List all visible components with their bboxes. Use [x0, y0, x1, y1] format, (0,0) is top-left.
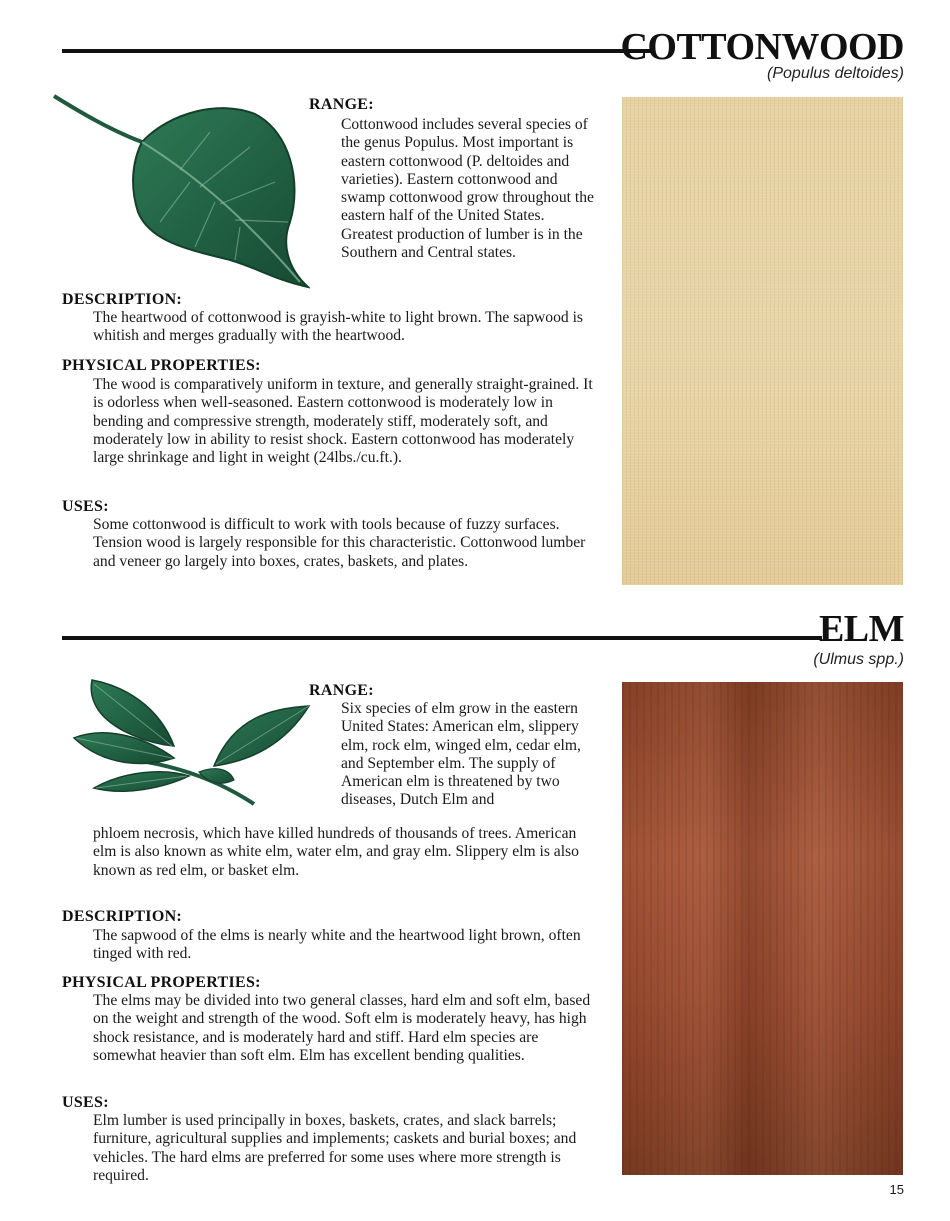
- cottonwood-scientific-name: (Populus deltoides): [767, 65, 904, 82]
- cottonwood-range-heading: RANGE:: [309, 96, 374, 113]
- elm-description-heading: DESCRIPTION:: [62, 908, 183, 925]
- cottonwood-leaf-icon: [50, 92, 310, 292]
- cottonwood-description-text: The heartwood of cottonwood is grayish-white to light brown. The sapwood is whitish and merges gradually with the heartwood.: [93, 309, 583, 345]
- cottonwood-range-text: Cottonwood includes several species of the genus Populus. Most important is eastern cottonwood (P. deltoides and varieties). Eastern cottonwood and swamp cottonwood grow throughout the eastern half of the United States. Greatest production of lumber is in the Southern and Central states.: [341, 116, 594, 262]
- elm-title: ELM: [818, 608, 904, 650]
- elm-title-rule: [62, 636, 822, 640]
- elm-uses-heading: USES:: [62, 1094, 109, 1111]
- elm-uses-text: Elm lumber is used principally in boxes, baskets, crates, and slack barrels; furniture, agricultural supplies and implements; caskets and burial boxes; and vehicles. The hard elms are preferred for some uses where more strength is required.: [93, 1112, 577, 1184]
- cottonwood-uses-text: Some cottonwood is difficult to work with tools because of fuzzy surfaces. Tension wood is largely responsible for this characteristic. Cottonwood lumber and veneer go largely into boxes, crates, baskets, and plates.: [93, 516, 586, 570]
- elm-physical-text: The elms may be divided into two general classes, hard elm and soft elm, based on the weight and strength of the wood. Soft elm is moderately heavy, has high shock resistance, and is moderately hard and stiff. Hard elm species are somewhat heavier than soft elm. Elm has excellent bending qualities.: [93, 992, 591, 1064]
- cottonwood-physical-heading: PHYSICAL PROPERTIES:: [62, 357, 261, 374]
- page-number: 15: [889, 1182, 904, 1197]
- cottonwood-title: COTTONWOOD: [620, 26, 904, 68]
- cottonwood-title-rule: [62, 49, 654, 53]
- elm-scientific-name: (Ulmus spp.): [813, 651, 904, 668]
- cottonwood-uses-heading: USES:: [62, 498, 109, 515]
- cottonwood-description-heading: DESCRIPTION:: [62, 291, 183, 308]
- elm-wood-swatch: [622, 682, 903, 1175]
- elm-leaf-icon: [64, 676, 314, 816]
- cottonwood-physical-text: The wood is comparatively uniform in texture, and generally straight-grained. It is odorless when well-seasoned. Eastern cottonwood is moderately low in bending and compressive strength, moderately stiff, moderately soft, and moderately low in ability to resist shock. Eastern cottonwood has moderately large shrinkage and light in weight (24lbs./cu.ft.).: [93, 376, 593, 467]
- elm-physical-heading: PHYSICAL PROPERTIES:: [62, 974, 261, 991]
- elm-range-text: Six species of elm grow in the eastern United States: American elm, slippery elm, rock elm, winged elm, cedar elm, and September elm. The supply of American elm is threatened by two diseases, Dutch Elm and: [341, 700, 581, 809]
- elm-range-heading: RANGE:: [309, 682, 374, 699]
- elm-description-text: The sapwood of the elms is nearly white and the heartwood light brown, often tinged with red.: [93, 927, 581, 963]
- elm-range-text-continued: phloem necrosis, which have killed hundreds of thousands of trees. American elm is also known as white elm, water elm, and gray elm. Slippery elm is also known as red elm, or basket elm.: [93, 825, 579, 879]
- cottonwood-wood-swatch: [622, 97, 903, 585]
